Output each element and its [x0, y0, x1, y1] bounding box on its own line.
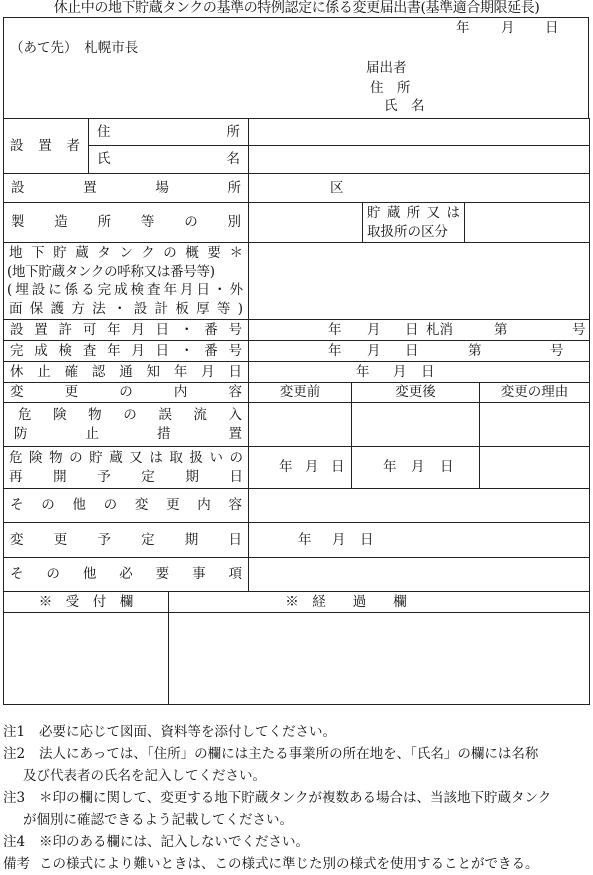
prevention-before-field[interactable]	[249, 403, 352, 447]
notes-section	[3, 721, 591, 875]
completion-day: 日	[405, 342, 419, 359]
resume-label-1: 危険物の貯蔵又は取扱いの	[9, 449, 243, 466]
note-line	[3, 831, 591, 853]
resume-after-day: 日	[440, 459, 454, 475]
completion-month: 月	[367, 342, 381, 359]
note-text: 必要に応じて図面、資料等を添付してください。	[39, 724, 336, 740]
tank-overview-field[interactable]	[249, 243, 590, 320]
reception-header: ※ 受 付 欄	[4, 592, 169, 613]
tank-overview-line-1: 地下貯蔵タンクの概要＊	[9, 245, 243, 261]
prevention-after-field[interactable]	[352, 403, 480, 447]
note-continuation: が個別に確認できるよう記載してください。	[23, 812, 293, 828]
suspension-label: 休止確認通知年月日	[4, 362, 249, 383]
prevention-label-1: 危険物の誤流入	[18, 406, 242, 423]
prevention-label-2: 防止措置	[14, 425, 242, 442]
prevention-reason-field[interactable]	[480, 403, 590, 447]
resume-before-year: 年	[279, 459, 293, 475]
change-content-label: 変更の内容	[4, 383, 249, 403]
note-key: 備考	[3, 856, 30, 872]
suspension-month: 月	[393, 363, 407, 380]
other-change-label: その他の変更内容	[4, 489, 249, 523]
storage-division-field[interactable]	[465, 203, 590, 243]
note-continuation: 及び代表者の氏名を記入してください。	[23, 768, 266, 784]
suspension-year: 年	[356, 363, 370, 380]
location-label: 設置場所	[4, 174, 249, 203]
location-field[interactable]	[249, 174, 590, 203]
permit-dai: 第	[494, 321, 508, 338]
installer-label: 設置者	[4, 119, 89, 174]
progress-header: ※ 経 過 欄	[169, 592, 590, 613]
resume-before-field[interactable]	[249, 447, 352, 489]
resume-label	[4, 447, 249, 489]
permit-year: 年	[328, 321, 342, 338]
note-text: この様式により難いときは、この様式に準じた別の様式を使用することができる。	[39, 856, 539, 872]
installer-address-field[interactable]	[249, 119, 590, 146]
resume-before-day: 日	[331, 459, 345, 475]
reception-field	[4, 613, 169, 705]
permit-day: 日	[405, 321, 419, 338]
storage-division-label-2: 取扱所の区分	[367, 223, 448, 240]
notifier-name-label: 氏 名	[384, 98, 425, 114]
permit-sapporo: 札消	[426, 321, 453, 338]
note-text: ＊印の欄に関して、変更する地下貯蔵タンクが複数ある場合は、当該地下貯蔵タンク	[39, 790, 552, 806]
completion-go: 号	[550, 342, 564, 359]
tank-overview-line-2: (地下貯蔵タンクの呼称又は番号等)	[7, 263, 215, 280]
suspension-day: 日	[421, 363, 435, 380]
permit-month: 月	[367, 321, 381, 338]
note-key: 注4	[3, 834, 26, 850]
notifier-address-label: 住 所	[370, 80, 411, 96]
suspension-field[interactable]	[249, 362, 590, 383]
scheduled-change-field[interactable]	[249, 523, 590, 558]
note-line	[3, 787, 591, 809]
other-matters-label: その他必要事項	[4, 558, 249, 592]
date-month-label: 月	[501, 20, 515, 36]
completion-dai: 第	[468, 342, 482, 359]
other-change-field[interactable]	[249, 489, 590, 523]
note-key: 注2	[3, 746, 26, 762]
tank-overview-label	[4, 243, 249, 320]
note-line	[3, 853, 591, 875]
note-text: 法人にあっては、「住所」の欄には主たる事業所の所在地を、「氏名」の欄には名称	[39, 746, 539, 762]
date-year-label: 年	[456, 20, 470, 36]
note-key: 注1	[3, 724, 26, 740]
installer-address-label: 住所	[89, 119, 249, 146]
scheduled-change-label: 変更予定期日	[4, 523, 249, 558]
scheduled-year: 年	[298, 531, 312, 548]
notification-form-table	[3, 118, 590, 705]
change-reason-header: 変更の理由	[480, 383, 590, 403]
storage-division-label	[363, 203, 465, 243]
installer-name-field[interactable]	[249, 146, 590, 174]
facility-type-label: 製造所等の別	[4, 203, 249, 243]
completion-field[interactable]	[249, 341, 590, 362]
progress-field	[169, 613, 590, 705]
resume-after-month: 月	[411, 459, 425, 475]
after-change-header: 変更後	[352, 383, 480, 403]
completion-year: 年	[328, 342, 342, 359]
note-line	[3, 743, 591, 765]
date-day-label: 日	[545, 20, 559, 36]
form-title: 休止中の地下貯蔵タンクの基準の特例認定に係る変更届出書(基準適合期限延長)	[53, 0, 540, 16]
header-section	[3, 17, 589, 119]
note-line	[3, 721, 591, 743]
tank-overview-line-3: (埋設に係る完成検査年月日・外	[7, 282, 243, 298]
note-text: ※印のある欄には、記入しないでください。	[39, 834, 309, 850]
other-matters-field[interactable]	[249, 558, 590, 592]
facility-type-field[interactable]	[249, 203, 363, 243]
prevention-label	[4, 403, 249, 447]
before-change-header: 変更前	[249, 383, 352, 403]
completion-label: 完成検査年月日・番号	[4, 341, 249, 362]
storage-division-label-1: 貯蔵所又は	[367, 204, 460, 221]
permit-field[interactable]	[249, 320, 590, 341]
tank-overview-line-4: 面保護方法・設計板厚等)	[9, 300, 243, 317]
resume-after-field[interactable]	[352, 447, 480, 489]
note-key: 注3	[3, 790, 26, 806]
scheduled-month: 月	[332, 531, 346, 548]
resume-reason-field[interactable]	[480, 447, 590, 489]
scheduled-day: 日	[360, 531, 374, 548]
permit-go: 号	[572, 321, 586, 338]
resume-after-year: 年	[383, 459, 397, 475]
addressee: （あて先） 札幌市長	[10, 40, 139, 56]
permit-label: 設置許可年月日・番号	[4, 320, 249, 341]
notifier-label: 届出者	[366, 60, 407, 76]
location-ward-label: 区	[330, 179, 344, 196]
resume-label-2: 再開予定期日	[9, 468, 243, 485]
installer-name-label: 氏名	[89, 146, 249, 174]
resume-before-month: 月	[305, 459, 319, 475]
